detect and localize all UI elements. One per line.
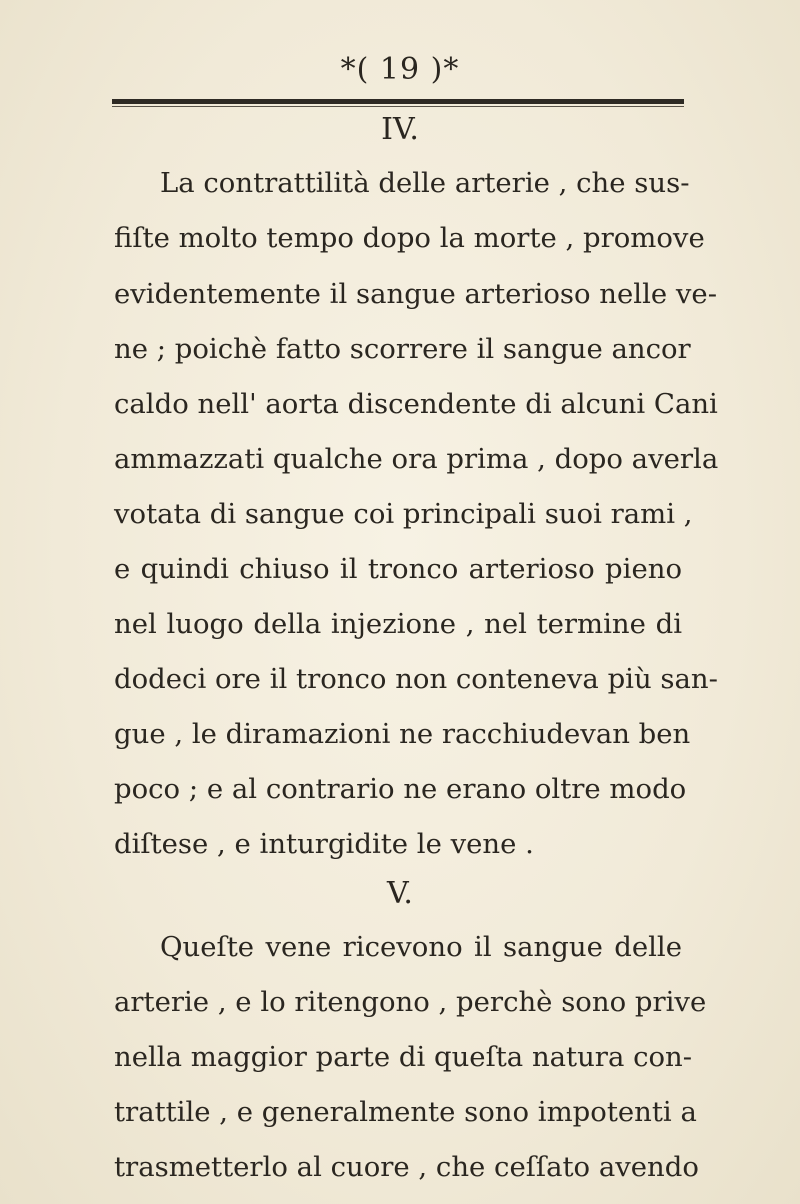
text-line: ammazzati qualche ora prima , dopo averla bbox=[114, 443, 719, 475]
text-line: diſtese , e inturgidite le vene . bbox=[114, 828, 534, 860]
section-heading-v: V. bbox=[387, 876, 413, 911]
text-line: poco ; e al contrario ne erano oltre modo bbox=[114, 773, 687, 805]
text-line: ne ; poichè fatto scorrere il sangue ancor bbox=[114, 333, 691, 365]
text-line: nel luogo della injezione , nel termine di bbox=[114, 608, 682, 640]
text-line: evidentemente il sangue arterioso nelle ve- bbox=[114, 278, 717, 310]
text-line: trattile , e generalmente sono impotenti a bbox=[114, 1096, 697, 1128]
text-line: trasmetterlo al cuore , che ceſſato avendo bbox=[114, 1151, 699, 1183]
header-rule bbox=[112, 99, 684, 104]
text-line: Queſte vene ricevono il sangue delle bbox=[160, 931, 682, 963]
text-line: fiſte molto tempo dopo la morte , promove bbox=[114, 222, 705, 254]
text-line: La contrattilità delle arterie , che sus- bbox=[160, 167, 690, 199]
page-number-header: *( 19 )* bbox=[340, 52, 460, 87]
text-line: votata di sangue coi principali suoi rami , bbox=[114, 498, 693, 530]
text-line: caldo nell' aorta discendente di alcuni Cani bbox=[114, 388, 718, 420]
text-line: e quindi chiuso il tronco arterioso pieno bbox=[114, 553, 682, 585]
text-line: gue , le diramazioni ne racchiudevan ben bbox=[114, 718, 691, 750]
text-line: dodeci ore il tronco non conteneva più san- bbox=[114, 663, 718, 695]
section-heading-iv: IV. bbox=[381, 112, 419, 147]
text-line: arterie , e lo ritengono , perchè sono prive bbox=[114, 986, 707, 1018]
text-line: nella maggior parte di queſta natura con- bbox=[114, 1041, 693, 1073]
